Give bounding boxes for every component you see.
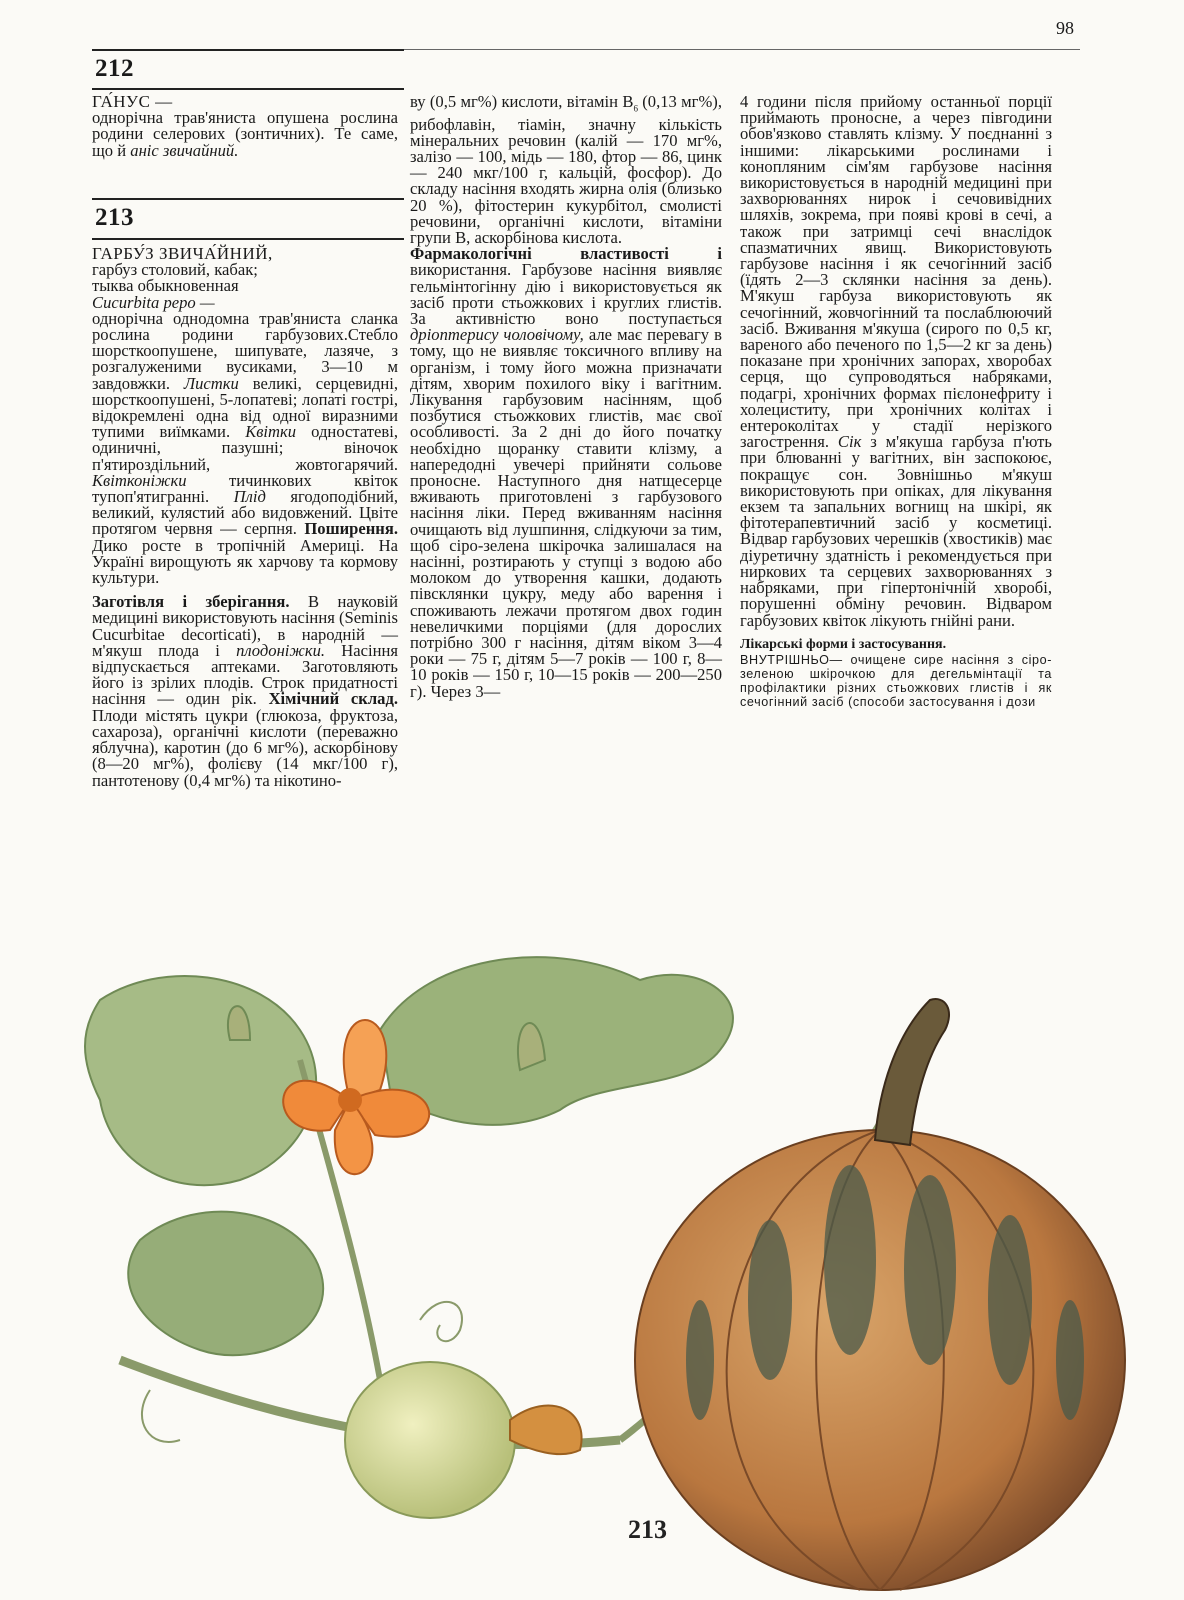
entry-number-212: 212 (95, 55, 134, 82)
top-rule-thin (404, 49, 1080, 50)
chem-continued: ву (0,5 мг%) кислоти, вітамін $В_6$ (0,13 мг%), рибофлавін, тіамін, значну кількість мінеральних речовин (калій — 170 мг%, залізо — 100, мідь — 180, фтор — 86, цинк — 240 мкг/100 г, кальцій, фосфор). До складу насіння входять жирна олія (близько 20 %), фітостерин кукурбітол, смолисті речовини, органічні кислоти, вітаміни групи В, аскорбінова кислота. (410, 92, 722, 247)
pumpkin-stalk (875, 999, 949, 1145)
leaf (380, 957, 733, 1125)
headword-garbuz: ГАРБУ́З ЗВИЧА́ЙНИЙ, (92, 244, 273, 263)
column-2 (410, 94, 722, 700)
entry-rule (92, 198, 404, 200)
top-rule (92, 49, 404, 51)
column-1 (92, 246, 398, 789)
latin-name: Cucurbita pepo — (92, 292, 215, 312)
russian-name: тыква обыкновенная (92, 276, 239, 296)
leaf (128, 1212, 323, 1356)
plate-label: 213 (628, 1515, 667, 1544)
headword-ganus: ГА́НУС — (92, 92, 173, 111)
forms-heading: Лікарські форми і застосування. (740, 636, 947, 652)
internal-use: ВНУТРІШНЬО— очищене сире насіння з сіро-зеленою шкірочкою для дегельмінтації та профілактики різних стьожкових глистів і як сечогінний засіб (способи застосування і дози (740, 652, 1052, 709)
harvest-section: Заготівля і зберігання. В науковій медицині використовують насіння (Seminis Cucurbitae decorticati), в народній — м'якуш плода і плодоніжки. Насіння відпускається аптеками. Заготовляють його із зрілих плодів. Строк придатності насіння — один рік. Хімічний склад. Плоди містять цукри (глюкоза, фруктоза, сахароза), органічні кислоти (переважно яблучна), каротин (до 6 мг%), аскорбінову (8—20 мг%), фолієву (14 мкг/100 г), пантотенову (0,4 мг%) та нікотино- (92, 592, 399, 790)
entry-rule (92, 238, 404, 240)
uses-text: 4 години після прийому останньої порції приймають проносне, а через півгодини обов'язково ставлять клізму. У поєднанні з іншими: лікарськими рослинами і конопляним сім'ям гарбузове насіння використовується в народній медицині при захворюваннях нирок і сечовивідних шляхів, зокрема, при появі крові в сечі, а також при затримці сечі внаслідок спазматичних явищ. Використовують гарбузове насіння і як сечогінний засіб (їдять 2—3 склянки насіння за день). М'якуш гарбуза використовують як сечогінний, жовчогінний та послаблюючий засіб. Вживання м'якуша (сирого по 0,5 кг, вареного або печеного по 1,5—2 кг за день) показане при хронічних запорах, хворобах серця, що супроводяться набряками, подагрі, хронічних формах пієлонефриту і холециститу, при хронічних колітах і ентероколітах у стадії нерізкого загострення. Сік з м'якуша гарбуза п'ють при блюванні у вагітних, він заспокоює, покращує сон. Зовнішньо м'якуш використовують при опіках, для лікування екзем та запальних вогнищ на шкірі, як фітотерапевтичний засіб у косметиці. Відвар гарбузових черешків (хвостиків) має діуретичну здатність і рекомендується при ниркових та серцевих захворюваннях з набряками, при гіпертонічній хворобі, порушенні обміну речовин. Відваром гарбузових квіток лікують гнійні рани. (740, 92, 1052, 630)
leaf (85, 976, 316, 1185)
pumpkin-illustration (0, 940, 1184, 1600)
page-number: 98 (1056, 18, 1074, 38)
synonyms: гарбуз столовий, кабак; (92, 260, 258, 280)
entry-212 (92, 94, 398, 159)
tendril (420, 1302, 462, 1341)
entry-number-213: 213 (95, 204, 134, 231)
entry-212-text: однорічна трав'яниста опушена рослина родини селерових (зонтичних). Те саме, що й аніс звичайний. (92, 108, 398, 160)
pharm-section: Фармакологічні властивості і використання. Гарбузове насіння виявляє гельмінтогінну дію і використовується як засіб проти стьожкових і круглих глистів. За активністю воно поступається дріоптерису чоловічому, але має перевагу в тому, що не виявляє токсичного впливу на організм, і тому його можна призначати дітям, хворим похилого віку і вагітним. Лікування гарбузовим насінням, щоб позбутися стьожкових глистів, має свої особливості. За 2 дні до його початку необхідно щоранку ставити клізму, а напередодні увечері прийняти сольове проносне. Наступного дня натщесерце вживають приготовлені з гарбузового насіння ліки. Перед вживанням насіння очищають від лушпиння, слідкуючи за тим, щоб сіро-зелена шкірочка залишалася на насінні, розтирають у ступці з водою або молоком до утворення кашки, додають півсклянки цукру, меду або варення і споживають лежачи протягом двох годин невеличкими порціями (для дорослих потрібно 300 г насіння, дітям віком 3—4 роки — 75 г, дітям 5—7 років — 100 г, 8—10 років — 150 г, 10—15 років — 200—250 г). Через 3— (410, 244, 722, 701)
column-3 (740, 94, 1052, 709)
tendril (142, 1390, 180, 1442)
young-fruit (345, 1362, 515, 1518)
entry-rule (92, 88, 404, 90)
description: однорічна однодомна трав'яниста сланка рослина родини гарбузових.Стебло шорсткоопушене, шипувате, лазяче, з розгалуженими вусиками, 3—10 м завдовжки. Листки великі, серцевидні, шорсткоопушені, 5-лопатеві; лопаті гострі, відокремлені одна від одної виразними тупими виїмками. Квітки одностатеві, одиничні, пазушні; віночок п'ятироздільний, жовтогарячий. Квітконіжки тичинкових квіток тупоп'ятигранні. Плід ягодоподібний, великий, кулястий або видовжений. Цвіте протягом червня — серпня. Поширення. Дико росте в тропічній Америці. На Україні вирощують як харчову та кормову культури. (92, 308, 398, 588)
